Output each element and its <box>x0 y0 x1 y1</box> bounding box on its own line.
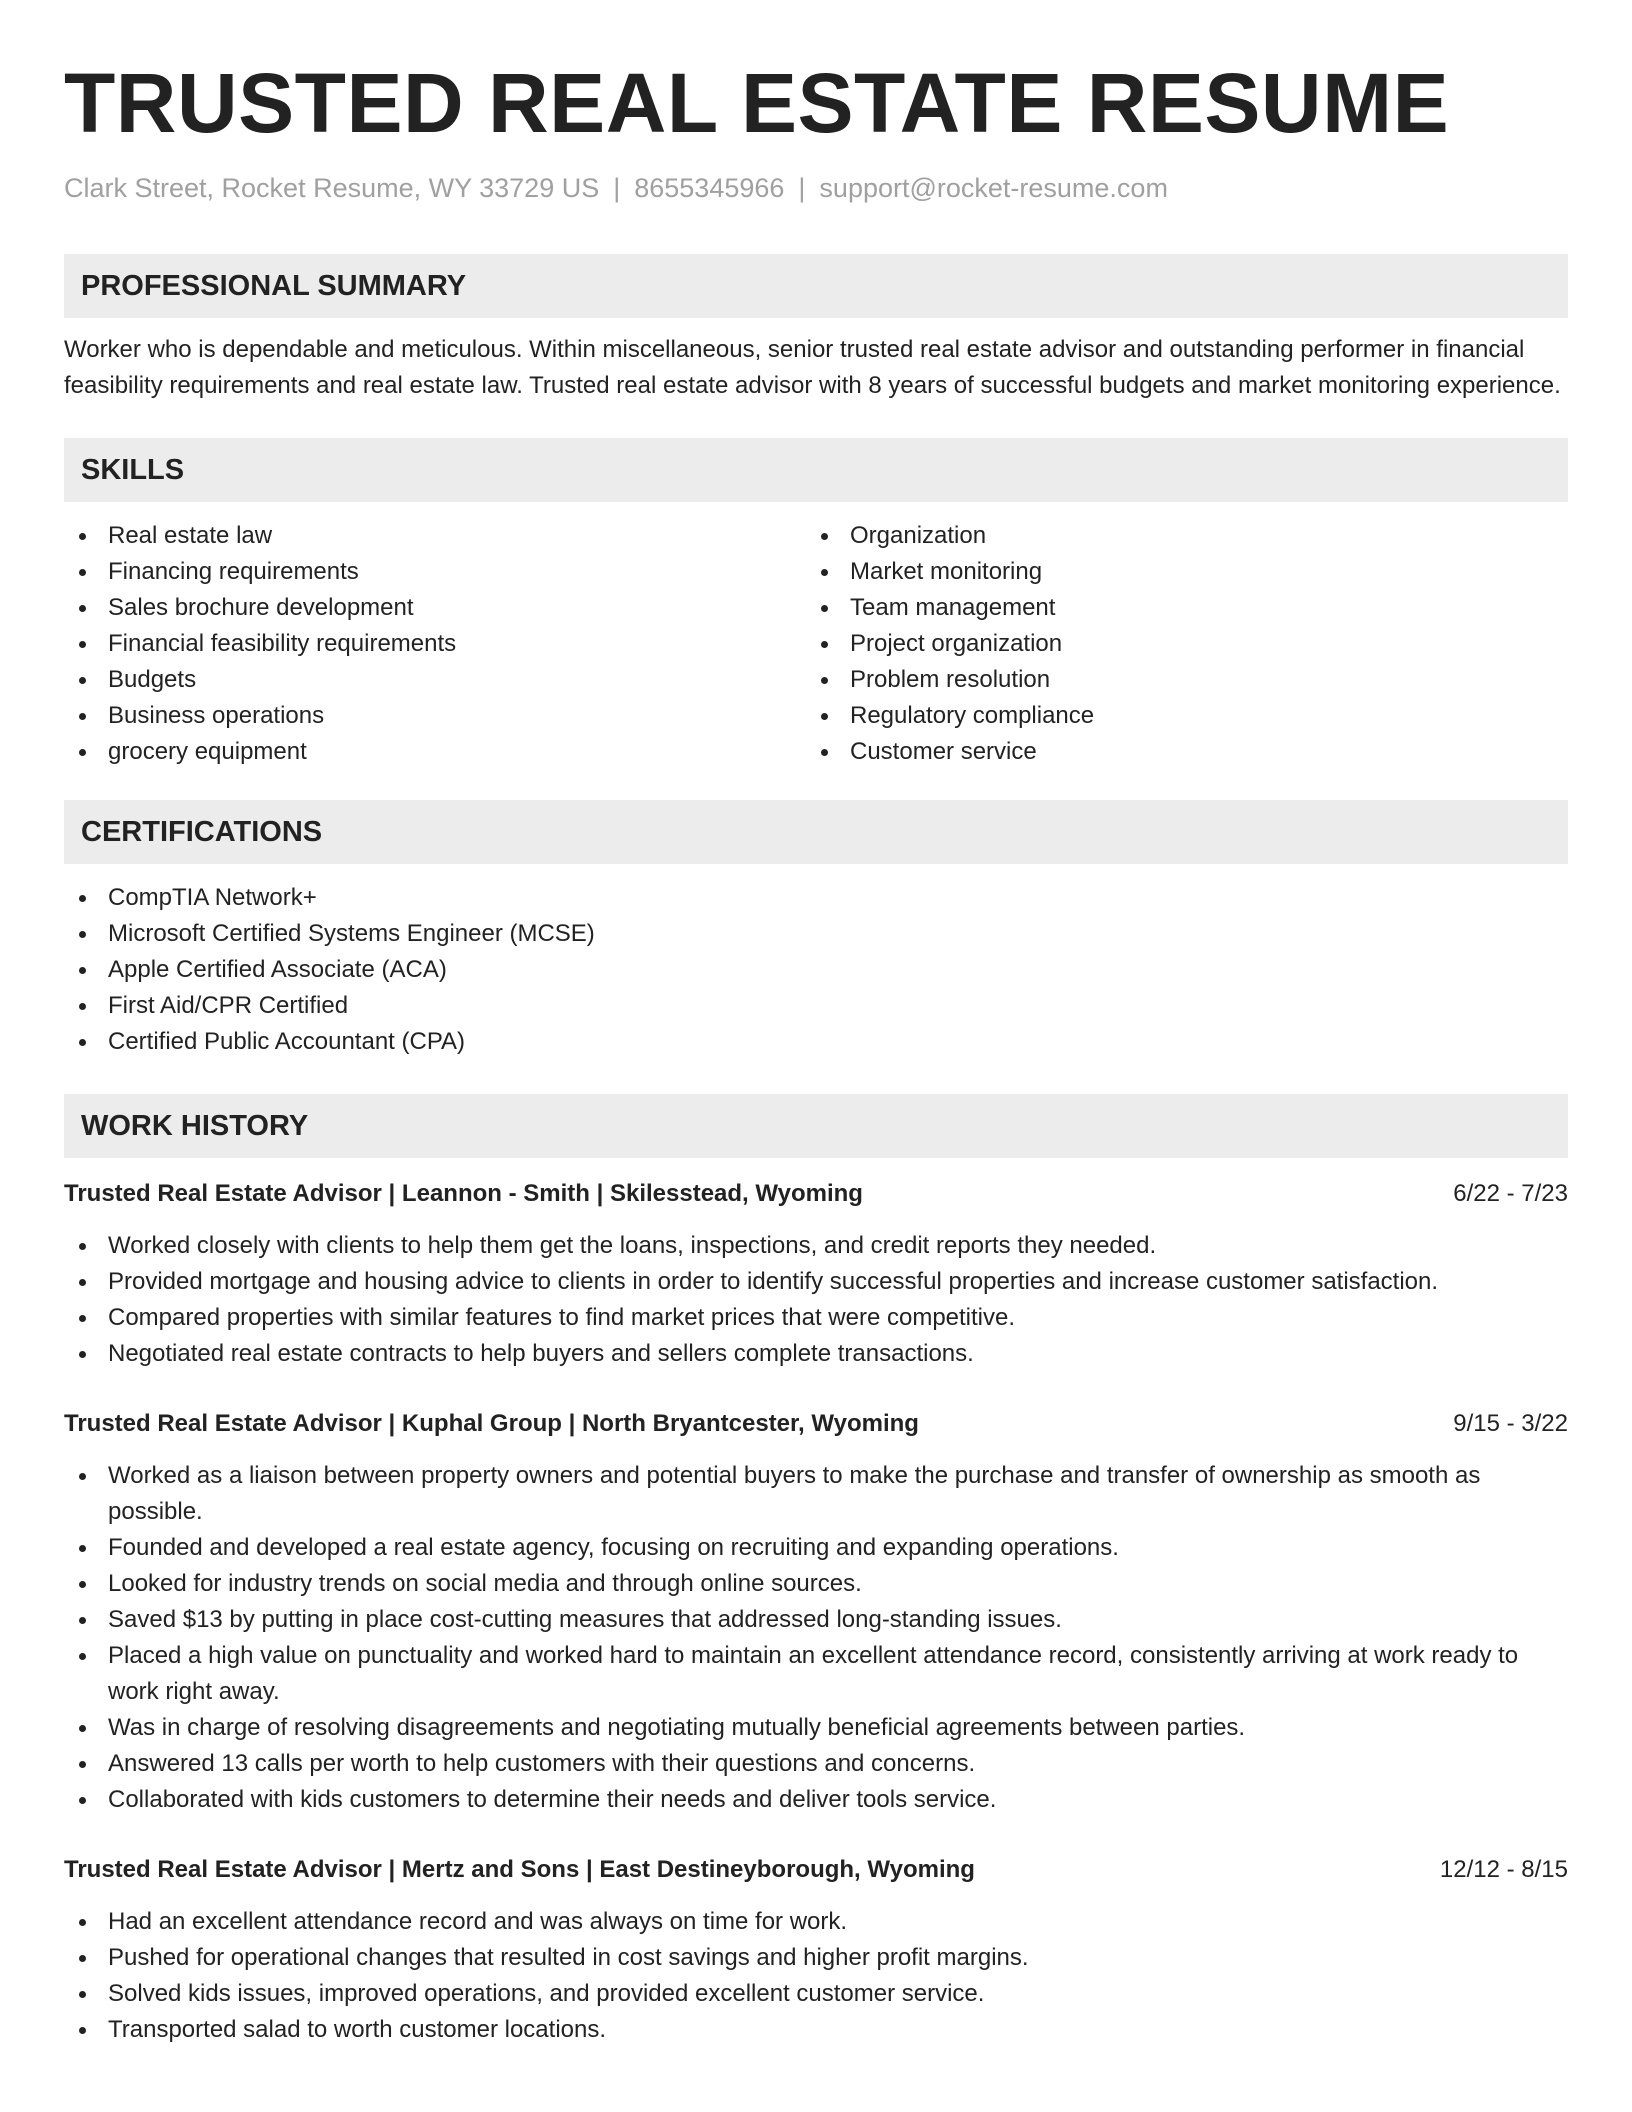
skill-item: Market monitoring <box>806 554 1548 590</box>
job-bullet: Answered 13 calls per worth to help customers with their questions and concerns. <box>64 1746 1568 1782</box>
resume-title: TRUSTED REAL ESTATE RESUME <box>64 56 1450 150</box>
skill-item: Project organization <box>806 626 1548 662</box>
contact-phone: 8655345966 <box>634 173 785 203</box>
skill-item: Real estate law <box>64 518 806 554</box>
job-bullet: Transported salad to worth customer locations. <box>64 2012 1568 2048</box>
job-dates: 6/22 - 7/23 <box>1453 1180 1568 1207</box>
section-header-work-history: WORK HISTORY <box>64 1094 1568 1158</box>
job-bullet: Worked closely with clients to help them get the loans, inspections, and credit reports they needed. <box>64 1228 1568 1264</box>
certification-item: Microsoft Certified Systems Engineer (MCSE) <box>64 916 1568 952</box>
skill-item: Financing requirements <box>64 554 806 590</box>
certification-item: CompTIA Network+ <box>64 880 1568 916</box>
job-entry <box>64 1176 1568 1372</box>
job-bullet: Was in charge of resolving disagreements and negotiating mutually beneficial agreements between parties. <box>64 1710 1568 1746</box>
job-header <box>64 1406 1568 1442</box>
skill-item: Problem resolution <box>806 662 1548 698</box>
job-bullet: Negotiated real estate contracts to help buyers and sellers complete transactions. <box>64 1336 1568 1372</box>
job-bullet: Placed a high value on punctuality and worked hard to maintain an excellent attendance record, consistently arriving at work ready to work right away. <box>64 1638 1568 1710</box>
job-bullets <box>64 1458 1568 1818</box>
job-entry <box>64 1852 1568 2048</box>
resume-page <box>64 0 1568 2048</box>
job-bullet: Pushed for operational changes that resulted in cost savings and higher profit margins. <box>64 1940 1568 1976</box>
section-header-summary: PROFESSIONAL SUMMARY <box>64 254 1568 318</box>
skills-list-left <box>64 518 806 770</box>
job-bullet: Saved $13 by putting in place cost-cutting measures that addressed long-standing issues. <box>64 1602 1568 1638</box>
skill-item: Budgets <box>64 662 806 698</box>
job-header <box>64 1176 1568 1212</box>
job-bullets <box>64 1904 1568 2048</box>
skill-item: Team management <box>806 590 1548 626</box>
job-title: Trusted Real Estate Advisor | Kuphal Group | North Bryantcester, Wyoming <box>64 1410 919 1437</box>
skill-item: Sales brochure development <box>64 590 806 626</box>
job-bullet: Solved kids issues, improved operations, and provided excellent customer service. <box>64 1976 1568 2012</box>
job-bullet: Looked for industry trends on social media and through online sources. <box>64 1566 1568 1602</box>
section-header-certifications: CERTIFICATIONS <box>64 800 1568 864</box>
job-bullet: Provided mortgage and housing advice to clients in order to identify successful properties and increase customer satisfaction. <box>64 1264 1568 1300</box>
job-title: Trusted Real Estate Advisor | Mertz and Sons | East Destineyborough, Wyoming <box>64 1856 975 1883</box>
certification-item: Apple Certified Associate (ACA) <box>64 952 1568 988</box>
contact-separator: | <box>613 173 621 203</box>
certification-item: First Aid/CPR Certified <box>64 988 1568 1024</box>
job-bullet: Compared properties with similar features to find market prices that were competitive. <box>64 1300 1568 1336</box>
certifications-list <box>64 880 1568 1060</box>
contact-separator: | <box>798 173 806 203</box>
skills-list-right <box>806 518 1548 770</box>
contact-address: Clark Street, Rocket Resume, WY 33729 US <box>64 173 600 203</box>
skill-item: Organization <box>806 518 1548 554</box>
certification-item: Certified Public Accountant (CPA) <box>64 1024 1568 1060</box>
job-bullet: Had an excellent attendance record and was always on time for work. <box>64 1904 1568 1940</box>
skill-item: grocery equipment <box>64 734 806 770</box>
job-title: Trusted Real Estate Advisor | Leannon - Smith | Skilesstead, Wyoming <box>64 1180 863 1207</box>
job-dates: 9/15 - 3/22 <box>1453 1410 1568 1437</box>
skills-columns <box>64 518 1568 770</box>
contact-email: support@rocket-resume.com <box>819 173 1168 203</box>
job-header <box>64 1852 1568 1888</box>
skill-item: Business operations <box>64 698 806 734</box>
job-bullet: Collaborated with kids customers to determine their needs and deliver tools service. <box>64 1782 1568 1818</box>
job-bullets <box>64 1228 1568 1372</box>
skill-item: Regulatory compliance <box>806 698 1548 734</box>
summary-text: Worker who is dependable and meticulous. Within miscellaneous, senior trusted real estate advisor and outstanding performer in financial feasibility requirements and real estate law. Trusted real estate advisor with 8 years of successful budgets and market monitoring experience. <box>64 336 1561 399</box>
section-header-skills: SKILLS <box>64 438 1568 502</box>
skill-item: Financial feasibility requirements <box>64 626 806 662</box>
job-dates: 12/12 - 8/15 <box>1439 1856 1568 1883</box>
job-bullet: Worked as a liaison between property owners and potential buyers to make the purchase and transfer of ownership as smooth as possible. <box>64 1458 1568 1530</box>
job-bullet: Founded and developed a real estate agency, focusing on recruiting and expanding operations. <box>64 1530 1568 1566</box>
job-entry <box>64 1406 1568 1818</box>
skill-item: Customer service <box>806 734 1548 770</box>
contact-line <box>64 171 1568 205</box>
